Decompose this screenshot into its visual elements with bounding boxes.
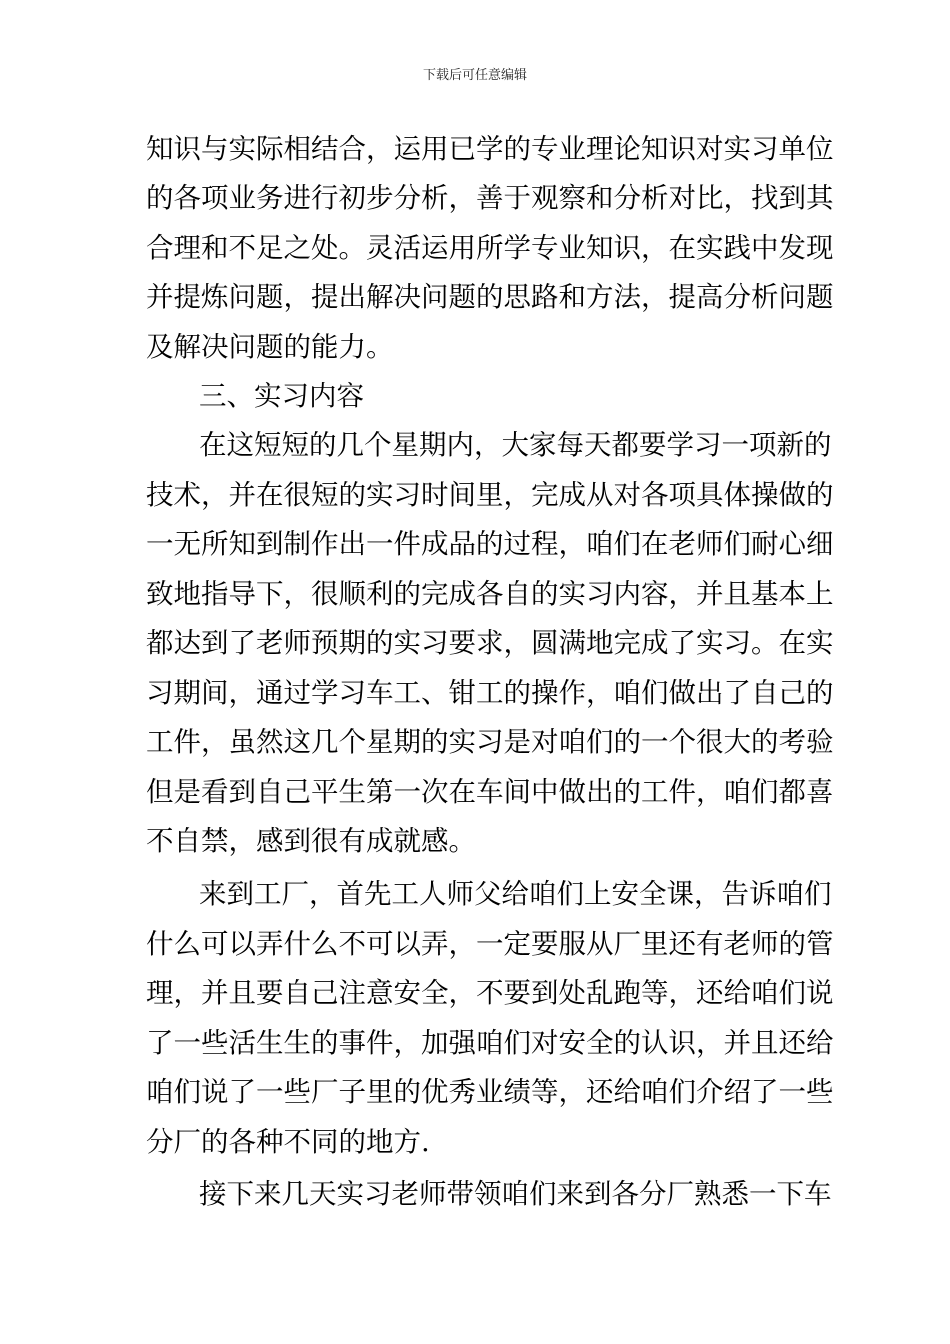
paragraph-line: 的各项业务进行初步分析，善于观察和分析对比，找到其	[146, 182, 834, 214]
paragraph-line: 分厂的各种不同的地方.	[146, 1126, 430, 1158]
paragraph-line: 致地指导下，很顺利的完成各自的实习内容，并且基本上	[146, 578, 834, 610]
paragraph-line: 一无所知到制作出一件成品的过程，咱们在老师们耐心细	[146, 528, 834, 560]
paragraph-line: 接下来几天实习老师带领咱们来到各分厂熟悉一下车	[199, 1178, 832, 1210]
paragraph-line: 工件，虽然这几个星期的实习是对咱们的一个很大的考验	[146, 726, 834, 758]
paragraph-line: 不自禁，感到很有成就感。	[146, 825, 476, 857]
section-heading: 三、实习内容	[199, 380, 364, 412]
paragraph-line: 理，并且要自己注意安全，不要到处乱跑等，还给咱们说	[146, 977, 834, 1009]
paragraph-line: 知识与实际相结合，运用已学的专业理论知识对实习单位	[146, 133, 834, 165]
paragraph-line: 咱们说了一些厂子里的优秀业绩等，还给咱们介绍了一些	[146, 1076, 834, 1108]
paragraph-line: 技术，并在很短的实习时间里，完成从对各项具体操做的	[146, 479, 834, 511]
paragraph-line: 了一些活生生的事件，加强咱们对安全的认识，并且还给	[146, 1027, 834, 1059]
paragraph-line: 及解决问题的能力。	[146, 331, 394, 363]
paragraph-line: 但是看到自己平生第一次在车间中做出的工件，咱们都喜	[146, 776, 834, 808]
paragraph-line: 合理和不足之处。灵活运用所学专业知识，在实践中发现	[146, 232, 834, 264]
paragraph-line: 并提炼问题，提出解决问题的思路和方法，提高分析问题	[146, 281, 834, 313]
paragraph-line: 都达到了老师预期的实习要求，圆满地完成了实习。在实	[146, 627, 834, 659]
paragraph-line: 来到工厂，首先工人师父给咱们上安全课，告诉咱们	[199, 878, 832, 910]
paragraph-line: 在这短短的几个星期内，大家每天都要学习一项新的	[199, 429, 832, 461]
paragraph-line: 什么可以弄什么不可以弄，一定要服从厂里还有老师的管	[146, 928, 834, 960]
paragraph-line: 习期间，通过学习车工、钳工的操作，咱们做出了自己的	[146, 677, 834, 709]
header-note: 下载后可任意编辑	[422, 68, 527, 83]
